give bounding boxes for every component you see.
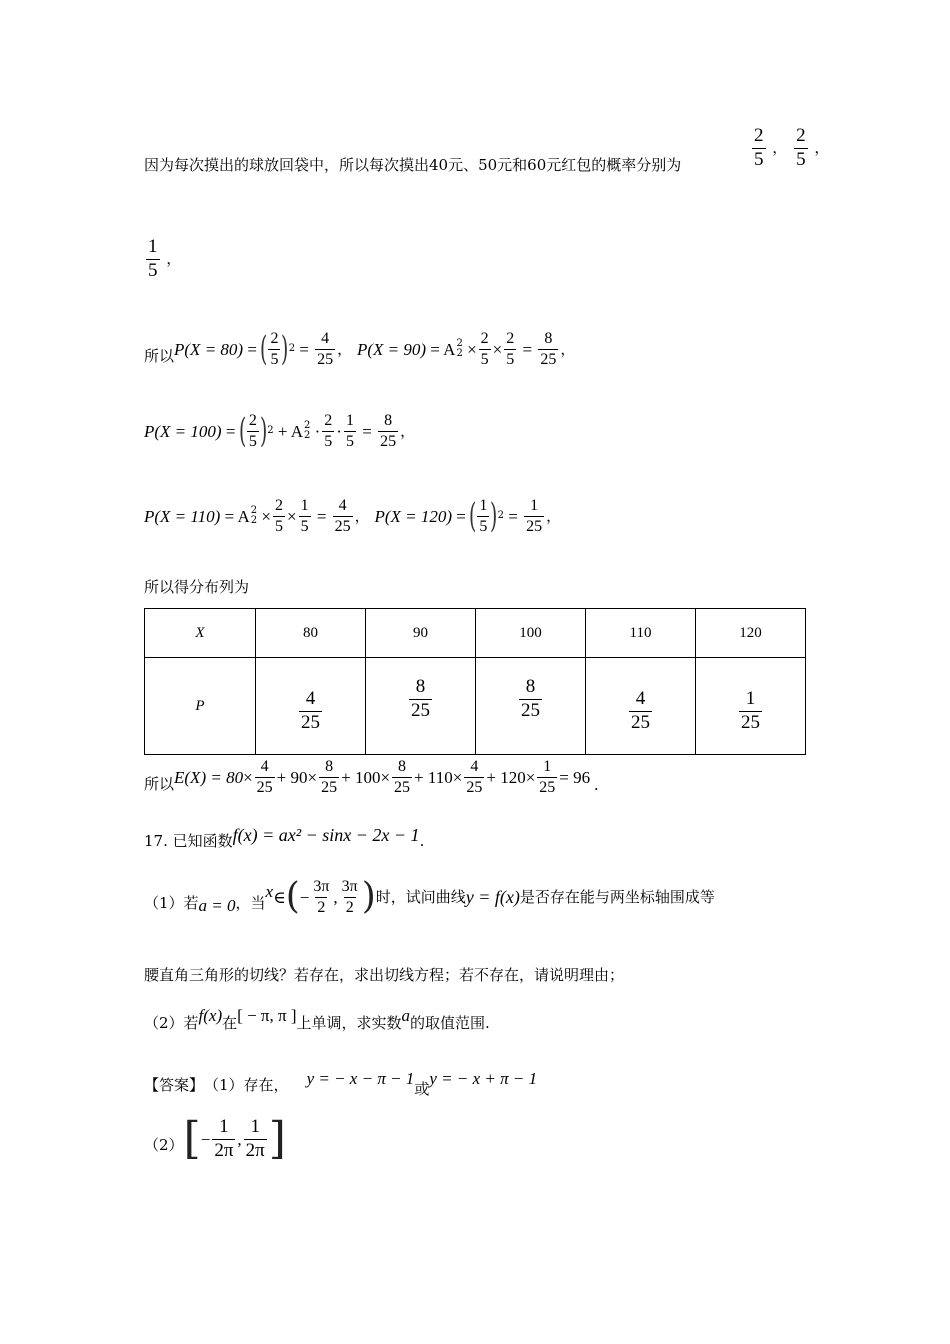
answer-line2: （2） [ − $\frac{1}{2\pi}$ , 1 2π ] [144, 1113, 286, 1165]
x-header: X [145, 609, 256, 658]
p80-result: $\frac{4}{25}$ [317, 330, 334, 368]
part2-interval: [ − π, π ] [237, 1006, 297, 1025]
p-value: $\frac{1}{25}$ [696, 658, 806, 755]
part2-function: f(x) [198, 1006, 223, 1025]
problem17-label: 17. 已知函数 [144, 832, 233, 850]
prob-fraction-line2 [144, 237, 181, 282]
p-value: $\frac{8}{25}$ [476, 658, 586, 755]
x-value: 120 [696, 609, 806, 658]
comma: ， [166, 249, 182, 268]
p90-result: $\frac{8}{25}$ [540, 330, 557, 368]
p100-result: $\frac{8}{25}$ [380, 412, 397, 450]
calc-line-80-90: 所以 P(X = 80) = ( 2 5 ) 2 = $\frac{4}{25}$ ， P(X = 90) = A 2 2 × $\frac{2}{5}$ × $\frac{2}{5}$ = $\frac{8}{25}$ ， [144, 329, 576, 370]
expectation-result: = 96 [559, 767, 591, 787]
answer-line1: 【答案】 （1）存在， y = − x − π − 1 或 y = − x + π − 1 [144, 1069, 538, 1098]
part1-condition: a = 0 [198, 895, 236, 915]
comma: ， [814, 138, 830, 157]
so-label: 所以 [144, 774, 175, 793]
prob-text: 因为每次摸出的球放回袋中，所以每次摸出40元、50元和60元红包的概率分别为 [144, 156, 682, 174]
x-value: 80 [256, 609, 366, 658]
distribution-table [144, 608, 806, 755]
dist-intro: 所以得分布列为 [144, 578, 250, 596]
calc-line-100: P(X = 100) = ( 2 5 ) 2 + A 2 2 · 2 5 · $\frac{1}{5}$ = $\frac{8}{25}$ ， [144, 411, 416, 452]
table-row-x [145, 609, 806, 658]
p120-lhs: P(X = 120) [374, 506, 452, 526]
fraction-1-5: $\frac{1}{5}$ [148, 236, 158, 281]
p-value: $\frac{4}{25}$ [586, 658, 696, 755]
x-value: 90 [366, 609, 476, 658]
part1-curve: y = f(x) [465, 887, 520, 908]
p-header: P [145, 658, 256, 755]
fraction-2-5-a: $\frac{2}{5}$ [754, 125, 764, 170]
p-value: $\frac{4}{25}$ [256, 658, 366, 755]
p90-lhs: P(X = 90) [356, 339, 427, 359]
p120-result: $\frac{1}{25}$ [526, 497, 543, 535]
fraction-2-5-b: $\frac{2}{5}$ [796, 125, 806, 170]
answer-equation-1: y = − x − π − 1 [306, 1069, 415, 1088]
calc-line-110-120: P(X = 110) = A 2 2 × $\frac{2}{5}$ × $\frac{1}{5}$ = $\frac{4}{25}$ ， P(X = 120) = ( 1 5 ) 2 = $\frac{1}{25}$ ， [144, 496, 562, 537]
prob-paragraph [144, 158, 681, 173]
problem17-function: f(x) = ax² − sinx − 2x − 1 [232, 824, 420, 845]
comma: ， [772, 138, 788, 157]
p110-lhs: P(X = 110) [144, 506, 221, 526]
x-value: 100 [476, 609, 586, 658]
answer-label: 【答案】 [144, 1076, 205, 1094]
p80-lhs: P(X = 80) [174, 339, 244, 359]
part1-line2: 腰直角三角形的切线？若存在，求出切线方程；若不存在，请说明理由； [144, 966, 625, 984]
p100-lhs: P(X = 100) [144, 421, 222, 441]
p110-result: $\frac{4}{25}$ [334, 497, 351, 535]
problem17-stem: 17. 已知函数 f(x) = ax² − sinx − 2x − 1 . [144, 824, 425, 850]
prob-fractions [750, 126, 829, 171]
so-label: 所以 [144, 346, 175, 365]
part2-line: （2）若 f(x) 在 [ − π, π ] 上单调，求实数 a 的取值范围. [144, 1006, 490, 1032]
expectation-lhs: E(X) = 80 [174, 767, 244, 787]
part1-line1: （1）若 a = 0 ，当 x ∈ ( − $\frac{3\pi}{2}$ , 3π 2 ) 时，试问曲线 y = f(x) 是否存在能与两坐标轴围成等 [144, 876, 715, 918]
expectation-line: 所以 E(X) = 80 × $\frac{4}{25}$ + 90 × $\frac{8}{25}$ + 100 × $\frac{8}{25}$ + 110 × $\frac{4}{25}$ + 120 × $\frac{1}{25}$ = 96 . [144, 758, 599, 796]
answer-equation-2: y = − x + π − 1 [429, 1069, 538, 1088]
p-value: $\frac{8}{25}$ [366, 658, 476, 755]
table-row-p [145, 658, 806, 755]
x-value: 110 [586, 609, 696, 658]
